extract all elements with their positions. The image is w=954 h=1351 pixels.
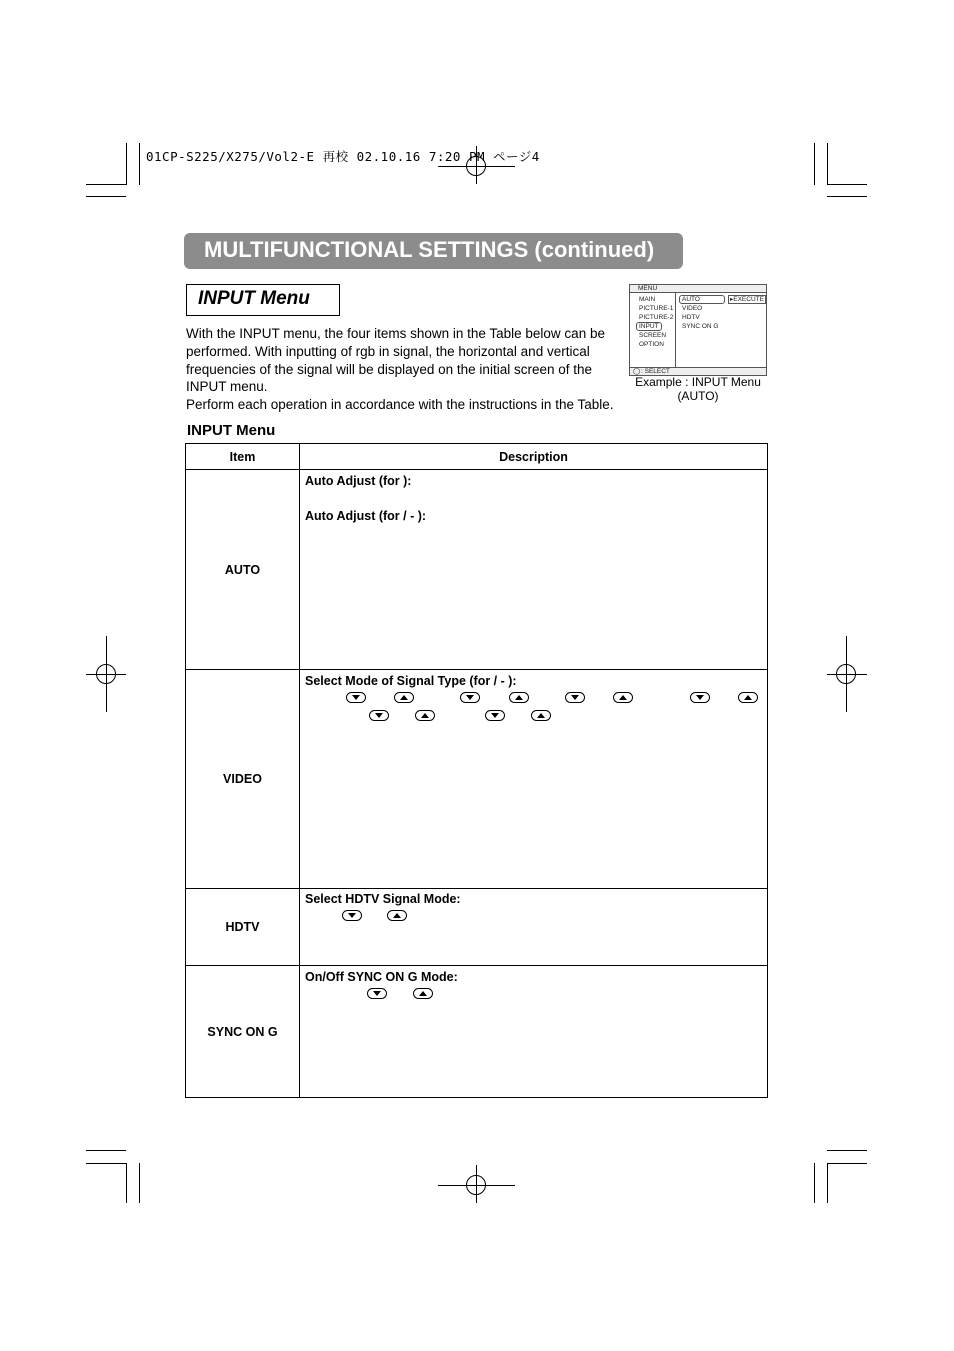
registration-circle	[466, 1175, 486, 1195]
menu-preview-item: PICTURE-2	[639, 314, 674, 321]
page-title: MULTIFUNCTIONAL SETTINGS (continued)	[204, 237, 655, 262]
caption-line: Example : INPUT Menu	[635, 375, 761, 389]
table-row	[186, 889, 768, 966]
crop-mark	[827, 1163, 867, 1164]
down-arrow-button-icon	[690, 692, 710, 703]
down-arrow-button-icon	[485, 710, 505, 721]
menu-preview-option: VIDEO	[682, 305, 703, 312]
execute-arrow-icon: ▸	[730, 296, 734, 303]
crop-mark	[126, 143, 127, 185]
down-arrow-button-icon	[460, 692, 480, 703]
description-line: On/Off SYNC ON G Mode:	[305, 970, 458, 984]
menu-preview-item: SCREEN	[639, 332, 667, 339]
down-arrow-button-icon	[565, 692, 585, 703]
table-row	[186, 670, 768, 889]
description-line: Auto Adjust (for ):	[305, 474, 412, 488]
table-row	[186, 966, 768, 1098]
description-line: Select Mode of Signal Type (for / - ):	[305, 674, 517, 688]
row-item-hdtv: HDTV	[186, 889, 300, 966]
registration-circle	[836, 664, 856, 684]
description-line: Select HDTV Signal Mode:	[305, 892, 461, 906]
table-title: INPUT Menu	[187, 422, 276, 439]
menu-preview	[629, 284, 767, 376]
menu-preview-footer	[630, 367, 766, 375]
crop-mark	[827, 1163, 828, 1203]
menu-preview-divider	[675, 293, 676, 367]
intro-paragraph: Perform each operation in accordance with the instructions in the Table.	[186, 397, 614, 413]
print-header: 01CP-S225/X275/Vol2-E 再校 02.10.16 7:20 PM ページ4	[146, 149, 540, 164]
crop-mark	[86, 1163, 126, 1164]
menu-preview-header	[630, 285, 766, 293]
column-header-item: Item	[186, 444, 300, 470]
crop-mark	[139, 1163, 140, 1203]
crop-mark	[139, 143, 140, 185]
up-arrow-button-icon	[387, 910, 407, 921]
row-description	[300, 470, 768, 670]
row-item-auto: AUTO	[186, 470, 300, 670]
crop-mark	[827, 1150, 867, 1151]
crop-mark	[86, 1150, 126, 1151]
menu-preview-option: SYNC ON G	[682, 323, 719, 330]
up-arrow-button-icon	[613, 692, 633, 703]
crop-mark	[86, 196, 126, 197]
section-title: INPUT Menu	[198, 288, 310, 309]
menu-preview-item: PICTURE-1	[639, 305, 674, 312]
intro-paragraph: With the INPUT menu, the four items shown in the Table below can be performed. With inputting of rgb in signal, the horizontal and vertical frequencies of the signal will be displayed on the initial screen of the INPUT menu.	[186, 326, 605, 395]
down-arrow-button-icon	[346, 692, 366, 703]
intro-text	[186, 325, 616, 414]
crop-mark	[827, 184, 867, 185]
page-title-banner	[184, 233, 683, 269]
crop-mark	[126, 1163, 127, 1203]
up-arrow-button-icon	[413, 988, 433, 999]
column-header-description: Description	[300, 444, 768, 470]
down-arrow-button-icon	[342, 910, 362, 921]
row-item-video: VIDEO	[186, 670, 300, 889]
table-header-row	[186, 444, 768, 470]
up-arrow-button-icon	[509, 692, 529, 703]
crop-mark	[827, 143, 828, 185]
crop-mark	[814, 1163, 815, 1203]
menu-preview-item: MAIN	[639, 296, 656, 303]
row-description	[300, 966, 768, 1098]
table-row	[186, 470, 768, 670]
crop-mark	[86, 184, 126, 185]
up-arrow-button-icon	[394, 692, 414, 703]
menu-preview-option: HDTV	[682, 314, 700, 321]
up-arrow-button-icon	[415, 710, 435, 721]
row-item-sync-on-g: SYNC ON G	[186, 966, 300, 1098]
caption-line: (AUTO)	[677, 388, 719, 403]
menu-preview-execute	[728, 295, 766, 304]
down-arrow-button-icon	[367, 988, 387, 999]
menu-preview-footer-label: : SELECT	[641, 368, 670, 375]
down-arrow-button-icon	[369, 710, 389, 721]
menu-preview-caption	[629, 376, 767, 403]
description-line: Auto Adjust (for / - ):	[305, 509, 427, 523]
input-menu-table	[185, 443, 768, 1098]
up-arrow-button-icon	[531, 710, 551, 721]
menu-preview-option-selected: AUTO	[679, 295, 725, 304]
menu-preview-item: OPTION	[639, 341, 664, 348]
menu-preview-header-label: MENU	[638, 285, 658, 292]
crop-mark	[827, 196, 867, 197]
menu-preview-execute-label: EXECUTE	[733, 296, 764, 303]
up-arrow-button-icon	[738, 692, 758, 703]
select-icon: ◯	[633, 368, 641, 375]
row-description	[300, 670, 768, 889]
menu-preview-item-selected: INPUT	[636, 322, 662, 331]
section-title-box	[186, 284, 340, 316]
registration-circle	[96, 664, 116, 684]
row-description	[300, 889, 768, 966]
crop-mark	[814, 143, 815, 185]
